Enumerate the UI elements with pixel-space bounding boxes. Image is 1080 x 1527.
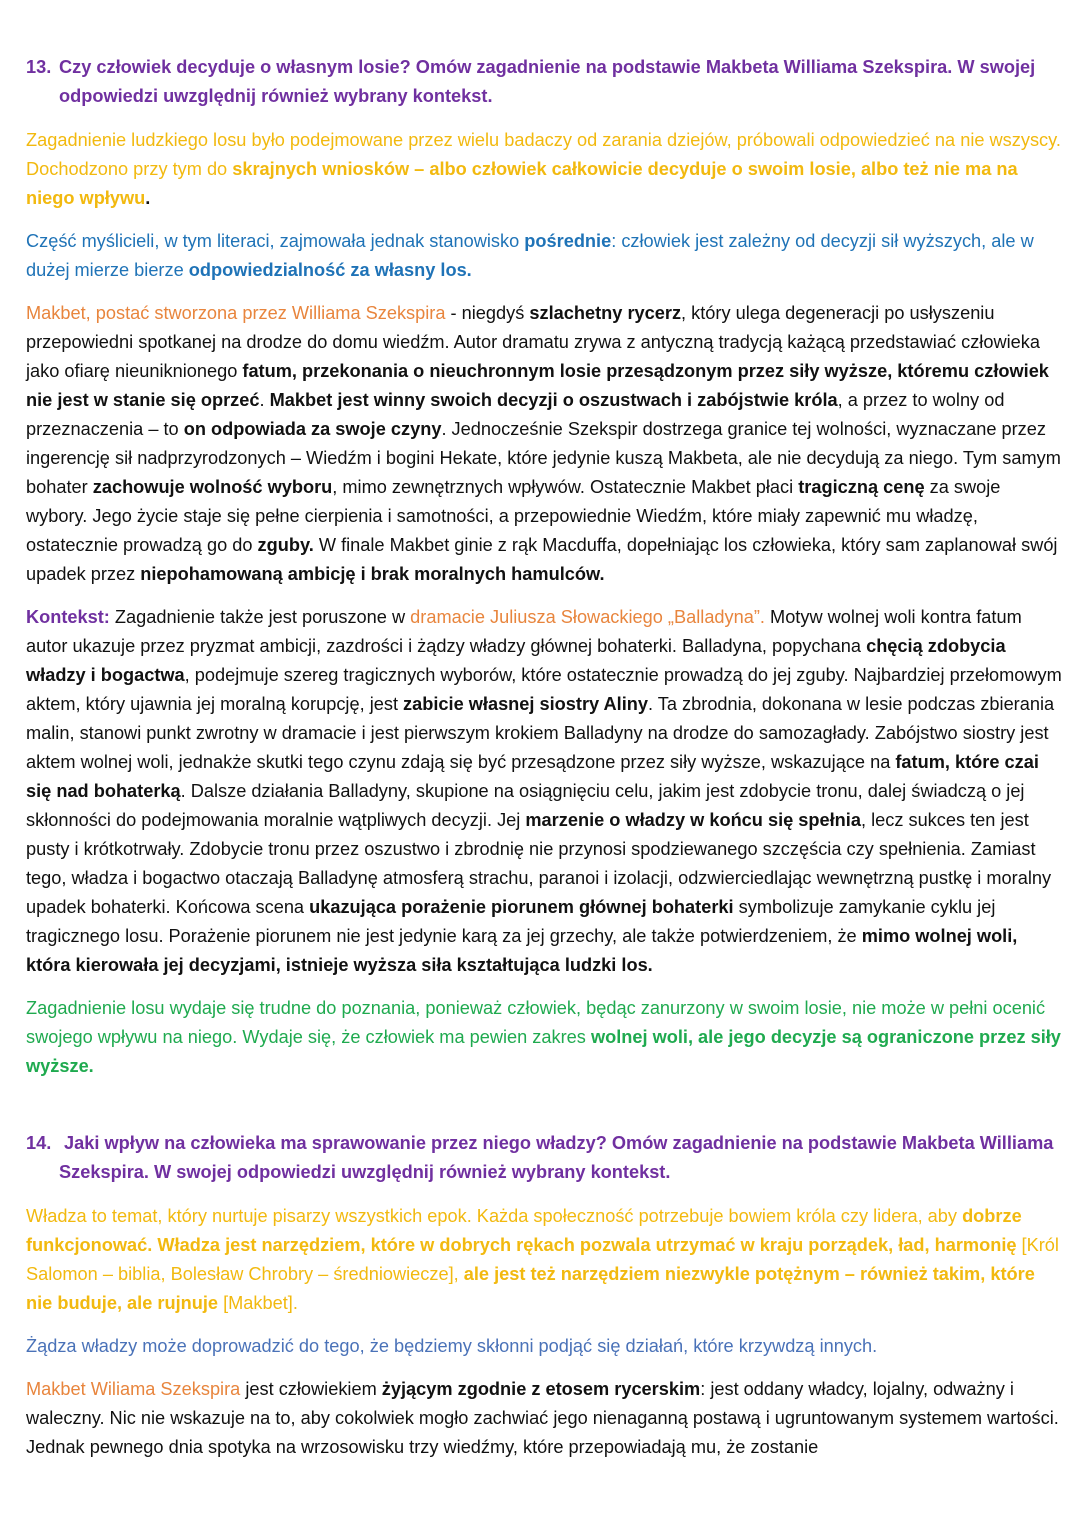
- q13-context-paragraph: [26, 603, 1062, 980]
- q14-intro-paragraph: [26, 1202, 1062, 1318]
- bold-text: fatum, przekonania o nieuchronnym losie przesądzonym przez siły wyższe, któremu człowiek nie jest w stanie się oprzeć: [26, 361, 1049, 410]
- q13-conclusion-paragraph: [26, 994, 1062, 1081]
- text: Zagadnienie losu wydaje się trudne do poznania, ponieważ człowiek, będąc zanurzony w swoim losie, nie może w pełni ocenić swojego wpływu na niego. Wydaje się, że człowiek ma pewien zakres: [26, 998, 1046, 1047]
- text: , podejmuje szereg tragicznych wyborów, które ostatecznie prowadzą do jej zguby. Najbardziej przełomowym aktem, który ujawnia jej moralną korupcję, jest: [26, 665, 1062, 714]
- bold-text: zabicie własnej siostry Aliny: [403, 694, 649, 714]
- context-label: Kontekst:: [26, 607, 110, 627]
- highlight-text: Makbet, postać stworzona przez Williama Szekspira: [26, 303, 446, 323]
- bold-text: Makbet jest winny swoich decyzji o oszustwach i zabójstwie króla: [269, 390, 838, 410]
- text: Zagadnienie ludzkiego losu było podejmowane przez wielu badaczy od zarania dziejów, próbowali odpowiedzieć na nie wszyscy. Dochodzono przy tym do: [26, 130, 1061, 179]
- text: , a przez to wolny od przeznaczenia – to: [26, 390, 1005, 439]
- q13-makbet-paragraph: [26, 299, 1062, 589]
- text: Zagadnienie także jest poruszone w: [109, 607, 411, 627]
- bold-text: dobrze funkcjonować. Władza jest narzędziem, które w dobrych rękach pozwala utrzymać w kraju porządek, ład, harmonię: [26, 1206, 1022, 1255]
- bold-text: zachowuje wolność wyboru: [92, 477, 333, 497]
- text: - niegdyś: [445, 303, 530, 323]
- bold-text: chęcią zdobycia władzy i bogactwa: [26, 636, 1006, 685]
- bold-text: pośrednie: [524, 231, 612, 251]
- question-number: 14.: [26, 1133, 52, 1153]
- text: Motyw wolnej woli kontra fatum autor ukazuje przez pryzmat ambicji, zazdrości i żądzy władzy głównej bohaterki. Balladyna, popychana: [26, 607, 1022, 656]
- bold-text: wolnej woli, ale jego decyzje są ograniczone przez siły wyższe.: [26, 1027, 1061, 1076]
- text: : człowiek jest zależny od decyzji sił wyższych, ale w dużej mierze bierze: [26, 231, 1034, 280]
- q13-thesis-paragraph: [26, 227, 1062, 285]
- highlight-text: Makbet Wiliama Szekspira: [26, 1379, 241, 1399]
- bold-text: szlachetny rycerz: [529, 303, 682, 323]
- bold-text: marzenie o władzy w końcu się spełnia: [525, 810, 861, 830]
- text: W finale Makbet ginie z rąk Macduffa, dopełniając los człowieka, który sam zaplanował swój upadek przez: [26, 535, 1058, 584]
- text: . Jednocześnie Szekspir dostrzega granice tej wolności, wyznaczane przez ingerencję sił nadprzyrodzonych – Wiedźm i bogini Hekate, które jedynie kuszą Makbeta, ale nie decydują za niego. Tym samym bohater: [26, 419, 1061, 497]
- question-title: Czy człowiek decyduje o własnym losie? Omów zagadnienie na podstawie Makbeta Williama Szekspira. W swojej odpowiedzi uwzględnij również wybrany kontekst.: [59, 57, 1036, 106]
- bold-text: skrajnych wniosków – albo człowiek całkowicie decyduje o swoim losie, albo też nie ma na niego wpływu: [26, 159, 1018, 208]
- text: : jest oddany władcy, lojalny, odważny i waleczny. Nic nie wskazuje na to, aby cokolwiek mogło zachwiać jego nienaganną postawą i ugruntowanym systemem wartości. Jednak pewnego dnia spotyka na wrzosowisku trzy wiedźmy, które przepowiadają mu, że zostanie: [26, 1379, 1059, 1457]
- text: jest człowiekiem: [240, 1379, 382, 1399]
- text: , który ulega degeneracji po usłyszeniu przepowiedni spotkanej na drodze do domu wiedźm. Autor dramatu zrywa z antyczną tradycją każącą przedstawiać człowieka jako ofiarę nieuniknionego: [26, 303, 1040, 381]
- bold-text: odpowiedzialność za własny los.: [188, 260, 472, 280]
- text: .: [145, 188, 151, 208]
- highlight-text: dramacie Juliusza Słowackiego „Balladyna”.: [410, 607, 765, 627]
- q14-thesis-paragraph: Żądza władzy może doprowadzić do tego, że będziemy skłonni podjąć się działań, które krzywdzą innych.: [26, 1336, 878, 1356]
- bold-text: ale jest też narzędziem niezwykle potężnym – również takim, które nie buduje, ale rujnuje: [26, 1264, 1035, 1313]
- section-spacer: [26, 1095, 1062, 1129]
- text: [Makbet].: [218, 1293, 298, 1313]
- text: [Król Salomon – biblia, Bolesław Chrobry – średniowiecze],: [26, 1235, 1059, 1284]
- text: . Ta zbrodnia, dokonana w lesie podczas zbierania malin, stanowi punkt zwrotny w dramacie i jest pierwszym krokiem Balladyny na drodze do samozagłady. Zabójstwo siostry jest aktem wolnej woli, jednakże skutki tego czynu zdają się być przesądzone przez siły wyższe, wskazujące na: [26, 694, 1055, 772]
- bold-text: fatum, które czai się nad bohaterką: [26, 752, 1039, 801]
- text: . Dalsze działania Balladyny, skupione na osiągnięciu celu, jakim jest zdobycie tronu, dalej świadczą o jej skłonności do podejmowania moralnie wątpliwych decyzji. Jej: [26, 781, 1025, 830]
- bold-text: niepohamowaną ambicję i brak moralnych hamulców.: [140, 564, 605, 584]
- text: .: [259, 390, 270, 410]
- question-title: Jaki wpływ na człowieka ma sprawowanie przez niego władzy? Omów zagadnienie na podstawie Makbeta Williama Szekspira. W swojej odpowiedzi uwzględnij również wybrany kontekst.: [59, 1133, 1054, 1182]
- question-13-heading: [26, 53, 1062, 111]
- text: Władza to temat, który nurtuje pisarzy wszystkich epok. Każda społeczność potrzebuje bowiem króla czy lidera, aby: [26, 1206, 963, 1226]
- text: za swoje wybory. Jego życie staje się pełne cierpienia i samotności, a przepowiednie Wiedźm, które miały zapewnić mu władzę, ostatecznie prowadzą go do: [26, 477, 1001, 555]
- bold-text: tragiczną cenę: [798, 477, 925, 497]
- bold-text: ukazująca porażenie piorunem głównej bohaterki: [309, 897, 734, 917]
- bold-text: mimo wolnej woli, która kierowała jej decyzjami, istnieje wyższa siła kształtująca ludzki los.: [26, 926, 1018, 975]
- text: , mimo zewnętrznych wpływów. Ostatecznie Makbet płaci: [332, 477, 799, 497]
- q14-makbet-paragraph: [26, 1375, 1062, 1462]
- bold-text: żyjącym zgodnie z etosem rycerskim: [381, 1379, 701, 1399]
- text: Część myślicieli, w tym literaci, zajmowała jednak stanowisko: [26, 231, 525, 251]
- bold-text: zguby.: [257, 535, 314, 555]
- bold-text: on odpowiada za swoje czyny: [183, 419, 442, 439]
- q13-intro-paragraph: [26, 126, 1062, 213]
- question-14-heading: [26, 1129, 1062, 1187]
- question-number: 13.: [26, 57, 52, 77]
- text: , lecz sukces ten jest pusty i krótkotrwały. Zdobycie tronu przez oszustwo i zbrodnię nie przynosi spodziewanego szczęścia czy spełnienia. Zamiast tego, władza i bogactwo otaczają Balladynę atmosferą strachu, paranoi i izolacji, odzwierciedlając wewnętrzną pustkę i moralny upadek bohaterki. Końcowa scena: [26, 810, 1052, 917]
- text: symbolizuje zamykanie cyklu jej tragicznego losu. Porażenie piorunem nie jest jedynie karą za jej grzechy, ale także potwierdzeniem, że: [26, 897, 996, 946]
